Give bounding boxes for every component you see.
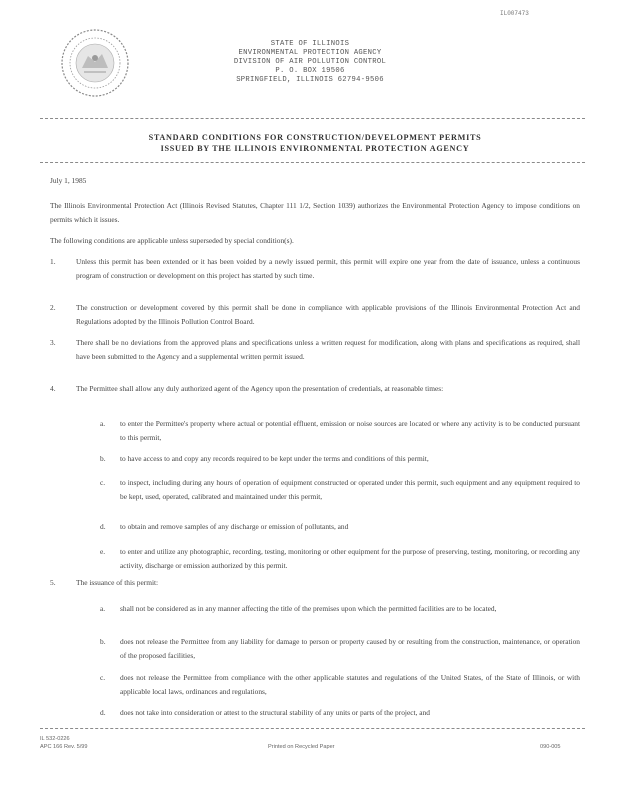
condition-number: 1. bbox=[50, 257, 56, 266]
sub-item-text: does not release the Permittee from compliance with the other applicable statutes and regulations of the United States, of the State of Illinois, or with applicable local laws, ordinances and regulations, bbox=[120, 673, 580, 696]
state-seal bbox=[60, 28, 130, 98]
condition-text: There shall be no deviations from the approved plans and specifications unless a written request for modification, along with plans and specifications as required, shall have been submitted to the Agency and a supplemental written permit issued. bbox=[76, 338, 580, 361]
sub-item-letter: b. bbox=[100, 454, 106, 463]
condition-text: The construction or development covered by this permit shall be done in compliance with applicable provisions of the Illinois Environmental Protection Act and Regulations adopted by the Illinois Pollution Control Board. bbox=[76, 303, 580, 326]
document-code: IL007473 bbox=[500, 10, 529, 17]
sub-item-text: to obtain and remove samples of any discharge or emission of pollutants, and bbox=[120, 522, 349, 531]
sub-item-letter: b. bbox=[100, 637, 106, 646]
sub-item-letter: a. bbox=[100, 419, 106, 428]
sub-item-text: does not release the Permittee from any liability for damage to person or property caused by or resulting from the construction, maintenance, or operation of the proposed facilities, bbox=[120, 637, 580, 660]
sub-item-text: to enter and utilize any photographic, recording, testing, monitoring or other equipment for the purpose of preserving, testing, monitoring, or recording any activity, discharge or emission authorized by this permit. bbox=[120, 547, 580, 570]
sub-item-letter: c. bbox=[100, 478, 106, 487]
footer-recycled-note: Printed on Recycled Paper bbox=[268, 744, 335, 750]
condition-number: 5. bbox=[50, 578, 56, 587]
sub-item-letter: e. bbox=[100, 547, 106, 556]
condition-text: The issuance of this permit: bbox=[76, 578, 159, 587]
footer-form-id: IL 532-0226 bbox=[40, 736, 70, 742]
sub-item-text: to enter the Permittee's property where actual or potential effluent, emission or noise sources are located or where any activity is to be conducted pursuant to this permit, bbox=[120, 419, 580, 442]
document-title-line-2: ISSUED BY THE ILLINOIS ENVIRONMENTAL PROTECTION AGENCY bbox=[160, 144, 470, 153]
sub-item-letter: c. bbox=[100, 673, 106, 682]
sub-item-letter: d. bbox=[100, 708, 106, 717]
agency-header-line: P. O. BOX 19506 bbox=[275, 67, 345, 75]
document-title-line-1: STANDARD CONDITIONS FOR CONSTRUCTION/DEVELOPMENT PERMITS bbox=[148, 133, 482, 142]
sub-item-text: to inspect, including during any hours of operation of equipment constructed or operated under this permit, such equipment and any equipment required to be kept, used, operated, calibrated and maintained under this permit, bbox=[120, 478, 580, 501]
condition-number: 3. bbox=[50, 338, 56, 347]
footer-page-code: 090-005 bbox=[540, 744, 561, 750]
applicable-statement: The following conditions are applicable unless superseded by special condition(s). bbox=[50, 236, 294, 245]
sub-item-text: does not take into consideration or attest to the structural stability of any units or parts of the project, and bbox=[120, 708, 430, 717]
top-divider bbox=[40, 118, 585, 119]
sub-item-letter: a. bbox=[100, 604, 106, 613]
agency-header-line: SPRINGFIELD, ILLINOIS 62794-9506 bbox=[236, 76, 384, 84]
sub-item-text: to have access to and copy any records required to be kept under the terms and conditions of this permit, bbox=[120, 454, 429, 463]
sub-item-text: shall not be considered as in any manner affecting the title of the premises upon which the permitted facilities are to be located, bbox=[120, 604, 497, 613]
agency-header-line: DIVISION OF AIR POLLUTION CONTROL bbox=[233, 58, 387, 66]
title-divider bbox=[40, 162, 585, 163]
bottom-divider bbox=[40, 728, 585, 729]
sub-item-letter: d. bbox=[100, 522, 106, 531]
agency-header-line: ENVIRONMENTAL PROTECTION AGENCY bbox=[238, 49, 382, 57]
condition-text: The Permittee shall allow any duly authorized agent of the Agency upon the presentation of credentials, at reasonable times: bbox=[76, 384, 444, 393]
condition-number: 2. bbox=[50, 303, 56, 312]
agency-header-line: STATE OF ILLINOIS bbox=[270, 40, 350, 48]
document-date: July 1, 1985 bbox=[50, 176, 87, 185]
footer-form-rev: APC 166 Rev. 5/99 bbox=[40, 744, 88, 750]
condition-number: 4. bbox=[50, 384, 56, 393]
condition-text: Unless this permit has been extended or it has been voided by a newly issued permit, this permit will expire one year from the date of issuance, unless a continuous program of construction or development on this project has started by such time. bbox=[76, 257, 580, 280]
agency-header bbox=[180, 40, 440, 90]
intro-paragraph: The Illinois Environmental Protection Act (Illinois Revised Statutes, Chapter 111 1/2, Section 1039) authorizes the Environmental Protection Agency to impose conditions on permits which it issues. bbox=[50, 201, 580, 224]
